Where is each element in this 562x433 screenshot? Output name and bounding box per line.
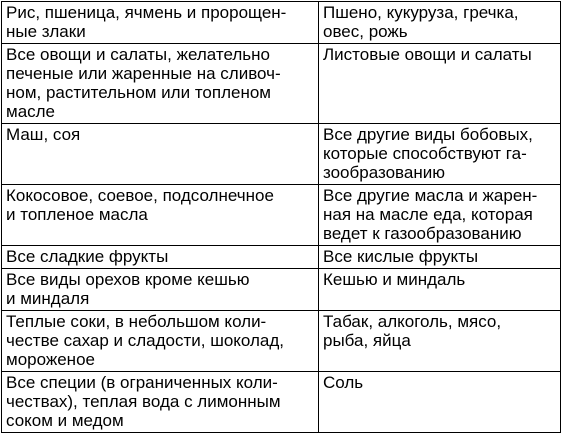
- table-cell-left: Все сладкие фрукты: [2, 246, 319, 269]
- table-cell-left: Все специи (в ограниченных коли- чествах), теплая вода с лимонным соком и медом: [2, 372, 319, 433]
- table-cell-right: Пшено, кукуруза, гречка, овес, рожь: [319, 2, 561, 44]
- table-cell-right: Все другие масла и жарен- ная на масле еда, которая ведет к газообразованию: [319, 185, 561, 246]
- table-cell-left: Теплые соки, в небольшом коли- честве сахар и сладости, шоколад, мороженое: [2, 311, 319, 372]
- table-row: [2, 185, 561, 246]
- table-cell-right: Листовые овощи и салаты: [319, 44, 561, 124]
- table-cell-right: Соль: [319, 372, 561, 433]
- table-row: [2, 269, 561, 311]
- table-cell-right: Табак, алкоголь, мясо, рыба, яйца: [319, 311, 561, 372]
- table-row: [2, 246, 561, 269]
- table-cell-left: Все виды орехов кроме кешью и миндаля: [2, 269, 319, 311]
- table-cell-left: Маш, соя: [2, 124, 319, 185]
- table-row: [2, 2, 561, 44]
- table-cell-left: Рис, пшеница, ячмень и пророщен- ные злаки: [2, 2, 319, 44]
- table-cell-left: Кокосовое, соевое, подсолнечное и топленое масла: [2, 185, 319, 246]
- table-cell-right: Все другие виды бобовых, которые способствуют га- зообразованию: [319, 124, 561, 185]
- table-cell-right: Кешью и миндаль: [319, 269, 561, 311]
- table-row: [2, 124, 561, 185]
- table-row: [2, 44, 561, 124]
- table-row: [2, 372, 561, 433]
- table-cell-right: Все кислые фрукты: [319, 246, 561, 269]
- table-row: [2, 311, 561, 372]
- table-cell-left: Все овощи и салаты, желательно печеные или жаренные на сливоч- ном, растительном или топленом масле: [2, 44, 319, 124]
- food-comparison-table: [1, 1, 561, 433]
